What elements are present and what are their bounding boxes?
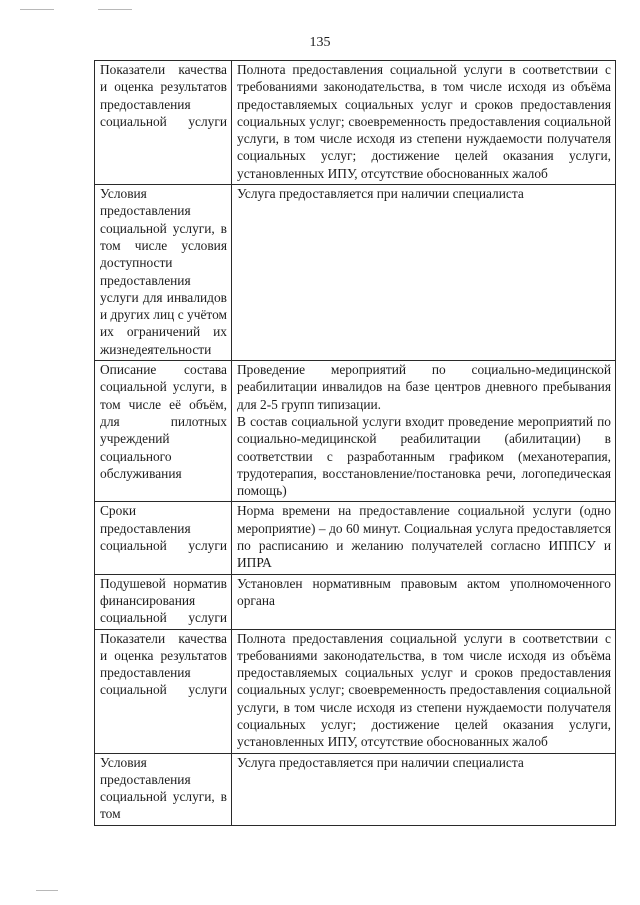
row-value-paragraph: Услуга предоставляется при наличии специалиста (237, 186, 524, 202)
row-value-paragraph: Норма времени на предоставление социальной услуги (одно мероприятие) – до 60 минут. Социальная услуга предоставляется по расписанию и желанию получателей согласно ИППСУ и ИПРА (237, 503, 611, 571)
row-value-paragraph: Услуга предоставляется при наличии специалиста (237, 754, 524, 770)
row-value-paragraph: В состав социальной услуги входит проведение мероприятий по социально-медицинской реабилитации (абилитации) в соответствии с разработанным графиком (механотерапия, трудотерапия, восстановление/постановка речи, логопедическая помощь) (237, 413, 611, 499)
table-row (95, 61, 616, 185)
row-label: Сроки предоставления социальной услуги (95, 502, 232, 574)
row-value (232, 61, 616, 185)
row-label: Условия предоставления социальной услуги, в том числе условия доступности предоставления услуги для инвалидов и других лиц с учётом их ограничений их жизнедеятельности (95, 185, 232, 361)
row-value (232, 185, 616, 361)
table-row (95, 753, 616, 825)
row-value-paragraph: Проведение мероприятий по социально-медицинской реабилитации инвалидов на базе центров дневного пребывания для 2-5 групп типизации. (237, 362, 611, 412)
row-value-paragraph: Полнота предоставления социальной услуги в соответствии с требованиями законодательства, в том числе исходя из объёма предоставляемых социальных услуг и сроков предоставления социальных услуг; своевременность предоставления социальной услуги, в том числе исходя из степени нуждаемости получателя социальных услуг; достижение целей оказания услуги, установленных ИПУ, отсутствие обоснованных жалоб (237, 62, 611, 181)
page-number: 135 (309, 35, 331, 50)
row-value (232, 753, 616, 825)
row-value (232, 502, 616, 574)
row-label: Условия предоставления социальной услуги, в том (95, 753, 232, 825)
service-description-table (94, 60, 616, 826)
row-label: Показатели качества и оценка результатов предоставления социальной услуги (95, 61, 232, 185)
row-value (232, 361, 616, 502)
table-row (95, 361, 616, 502)
row-value (232, 629, 616, 753)
scan-mark-bottom-left (36, 890, 58, 891)
scan-mark-top-left (20, 9, 54, 10)
table-row (95, 574, 616, 629)
row-value-paragraph: Полнота предоставления социальной услуги в соответствии с требованиями законодательства, в том числе исходя из объёма предоставляемых социальных услуг и сроков предоставления социальных услуг; своевременность предоставления социальной услуги, в том числе исходя из степени нуждаемости получателя социальных услуг; достижение целей оказания услуги, установленных ИПУ, отсутствие обоснованных жалоб (237, 630, 611, 750)
row-label: Подушевой норматив финансирования социальной услуги (95, 574, 232, 629)
table-row (95, 629, 616, 753)
table-row (95, 185, 616, 361)
row-label: Описание состава социальной услуги, в том числе её объём, для пилотных учреждений социального обслуживания (95, 361, 232, 502)
scan-mark-top-center (98, 9, 132, 10)
row-value (232, 574, 616, 629)
row-value-paragraph: Установлен нормативным правовым актом уполномоченного органа (237, 575, 611, 608)
table-row (95, 502, 616, 574)
row-label: Показатели качества и оценка результатов предоставления социальной услуги (95, 629, 232, 753)
